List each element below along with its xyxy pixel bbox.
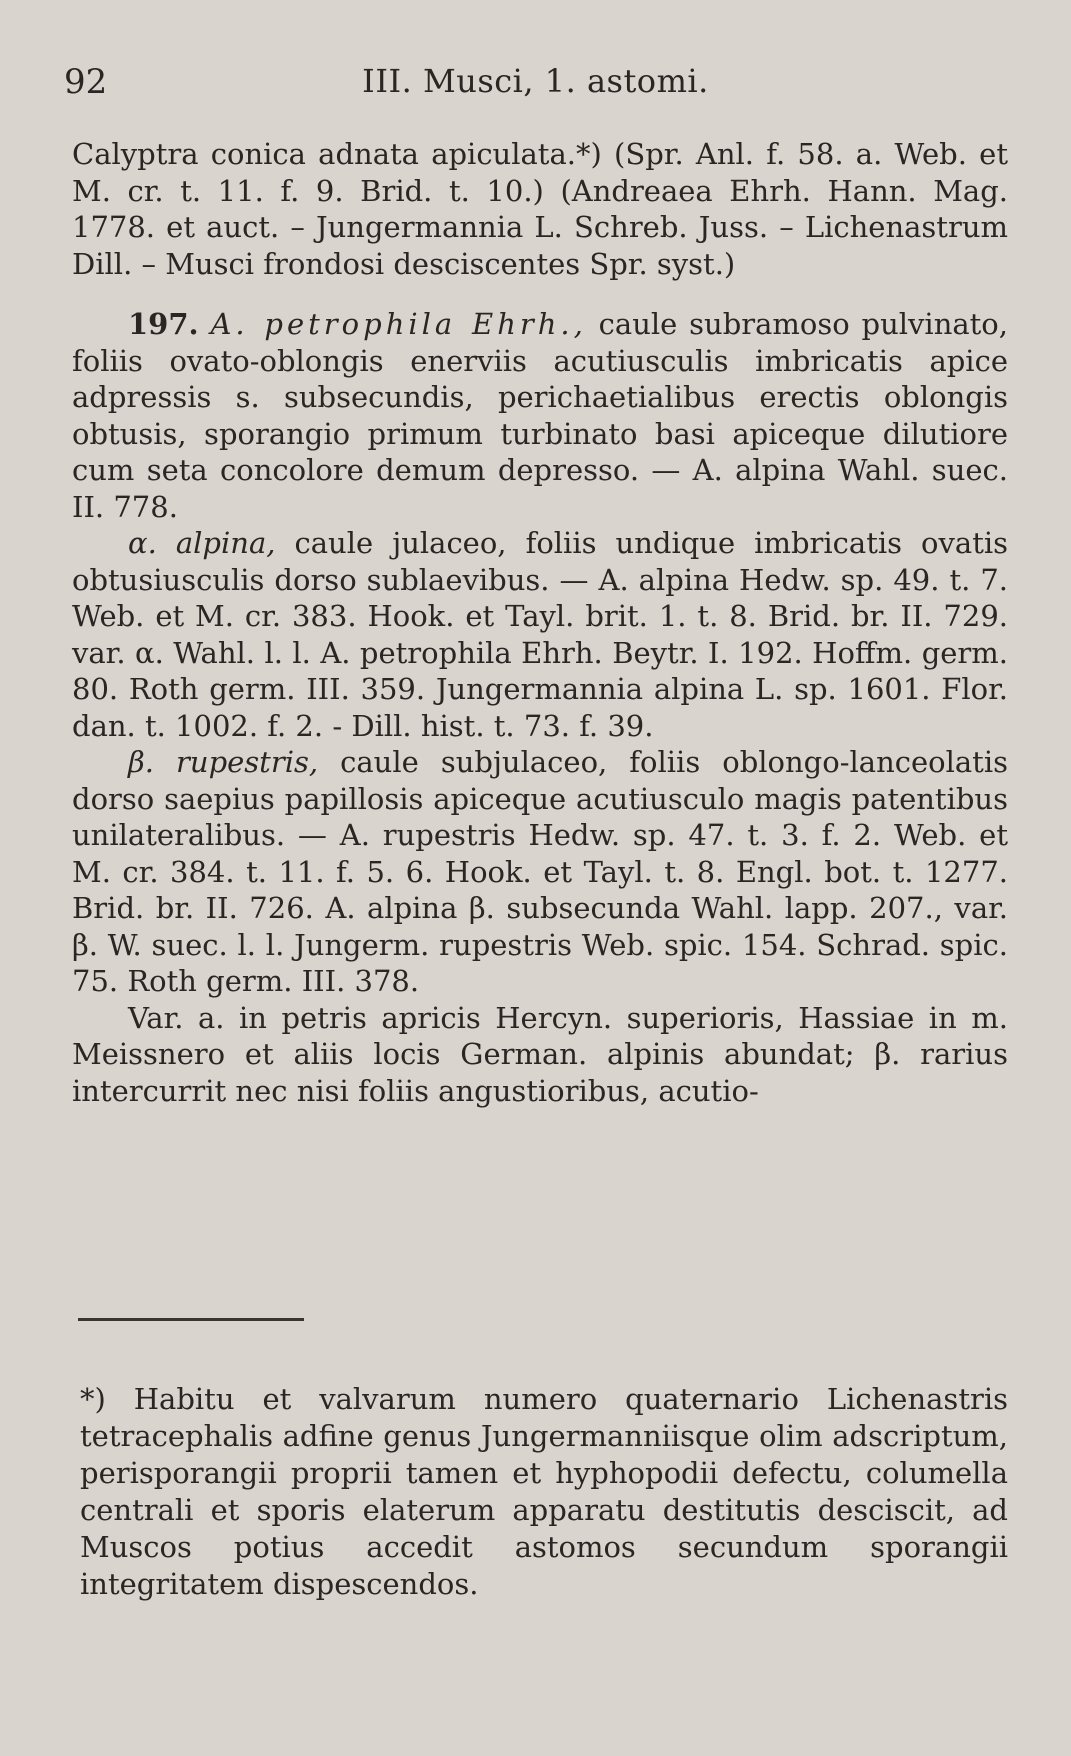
main-text bbox=[72, 136, 1008, 1109]
genus-description: Calyptra conica adnata apiculata.*) (Spr. Anl. f. 58. a. Web. et M. cr. t. 11. f. 9. Brid. t. 10.) (Andreaea Ehrh. Hann. Mag. 1778. et auct. – Jungermannia L. Schreb. Juss. – Lichenastrum Dill. – Musci frondosi desciscentes Spr. syst.) bbox=[72, 137, 1008, 281]
species-entry bbox=[72, 306, 1008, 525]
page-header bbox=[0, 62, 1071, 112]
page-number: 92 bbox=[64, 62, 108, 102]
footnote-rule bbox=[78, 1318, 304, 1321]
footnote: *) Habitu et valvarum numero quaternario Lichenastris tetracephalis adfine genus Jungermanniisque olim adscriptum, perisporangii proprii tamen et hyphopodii defectu, columella centrali et sporis elaterum apparatu destitutis desciscit, ad Muscos potius accedit astomos secundum sporangii integritatem dispescendos. bbox=[80, 1382, 1008, 1601]
running-title: III. Musci, 1. astomi. bbox=[362, 62, 709, 100]
species-name: A. petrophila Ehrh., bbox=[210, 307, 587, 341]
variety-beta-text: caule subjulaceo, foliis oblongo-lanceolatis dorso saepius papillosis apiceque acutiusculo magis patentibus unilateralibus. — A. rupestris Hedw. sp. 47. t. 3. f. 2. Web. et M. cr. 384. t. 11. f. 5. 6. Hook. et Tayl. t. 8. Engl. bot. t. 1277. Brid. br. II. 726. A. alpina β. subsecunda Wahl. lapp. 207., var. β. W. suec. l. l. Jungerm. rupestris Web. spic. 154. Schrad. spic. 75. Roth germ. III. 378. bbox=[72, 745, 1008, 998]
variety-beta bbox=[72, 744, 1008, 1000]
variety-alpha-label: α. alpina, bbox=[128, 526, 276, 560]
variety-alpha bbox=[72, 525, 1008, 744]
species-number: 197. bbox=[128, 307, 199, 341]
species-diagnosis: caule subramoso pulvinato, foliis ovato-oblongis enerviis acutiusculis imbricatis apice adpressis s. subsecundis, perichaetialibus erectis oblongis obtusis, sporangio primum turbinato basi apiceque dilutiore cum seta concolore demum depresso. — A. alpina Wahl. suec. II. 778. bbox=[72, 307, 1008, 524]
variety-alpha-text: caule julaceo, foliis undique imbricatis ovatis obtusiusculis dorso sublaevibus. — A. alpina Hedw. sp. 49. t. 7. Web. et M. cr. 383. Hook. et Tayl. brit. 1. t. 8. Brid. br. II. 729. var. α. Wahl. l. l. A. petrophila Ehrh. Beytr. I. 192. Hoffm. germ. 80. Roth germ. III. 359. Jungermannia alpina L. sp. 1601. Flor. dan. t. 1002. f. 2. - Dill. hist. t. 73. f. 39. bbox=[72, 526, 1009, 743]
variety-beta-label: β. rupestris, bbox=[128, 745, 319, 779]
habitat-note: Var. a. in petris apricis Hercyn. superioris, Hassiae in m. Meissnero et aliis locis German. alpinis abundat; β. rarius intercurrit nec nisi foliis angustioribus, acutio- bbox=[72, 1000, 1008, 1108]
